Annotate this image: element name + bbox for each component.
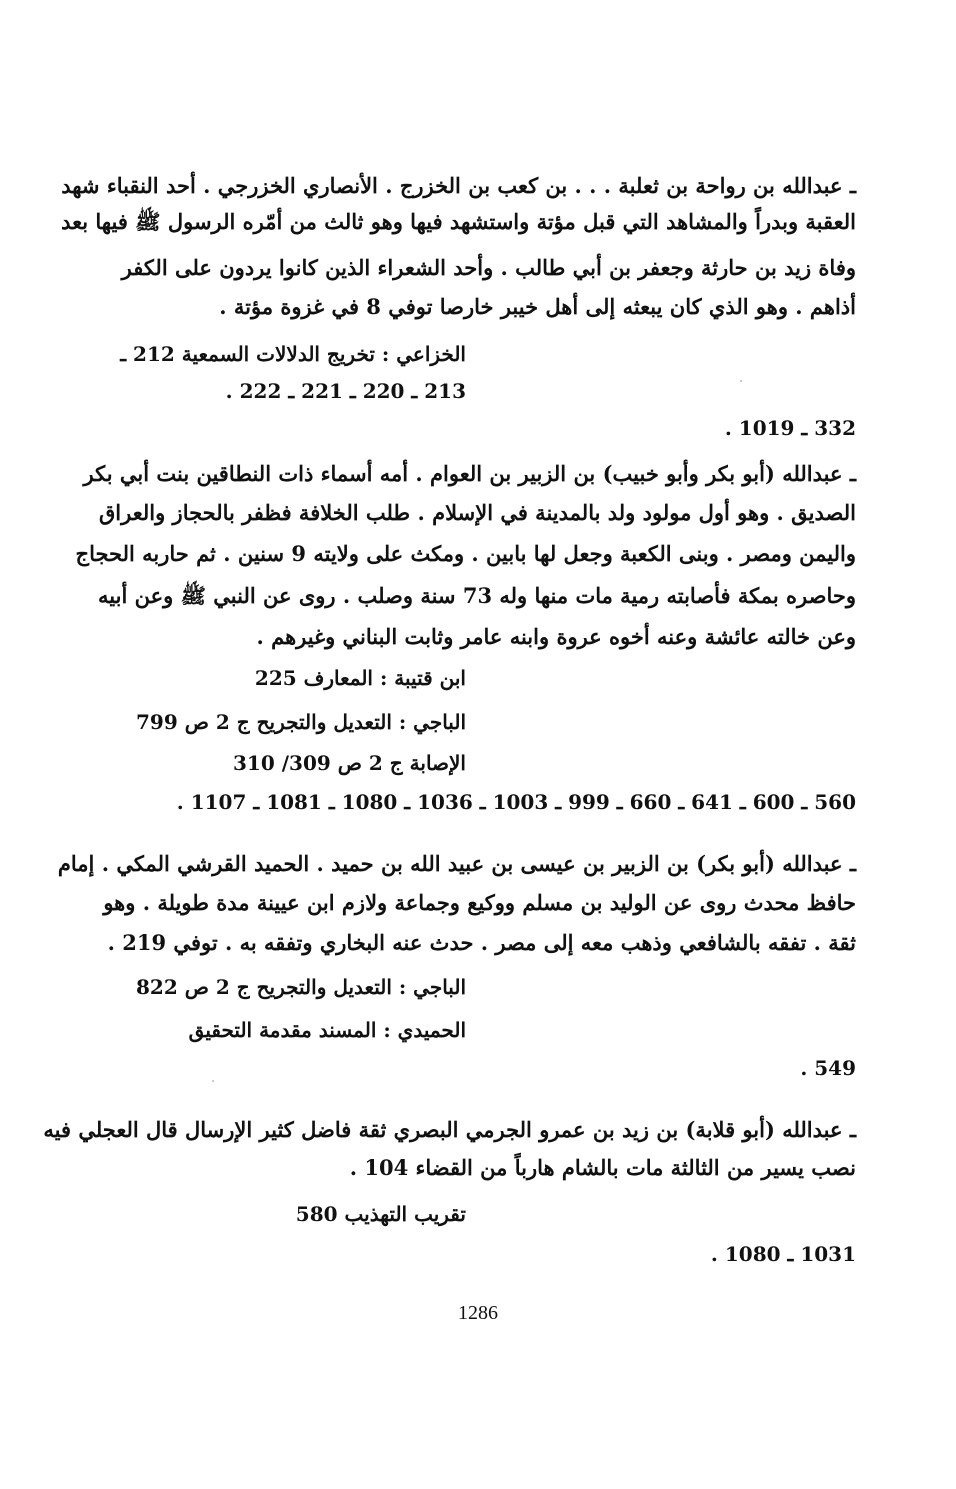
entry-text-line: وعن خالته عائشة وعنه أخوه عروة وابنه عامر وثابت البناني وغيرهم . — [256, 624, 856, 649]
entry-text-line: أذاهم . وهو الذي كان يبعثه إلى أهل خيبر خارصا توفي 8 في غزوة مؤتة . — [219, 294, 856, 319]
entry-text-line: وفاة زيد بن حارثة وجعفر بن أبي طالب . وأحد الشعراء الذين كانوا يردون على الكفر — [121, 255, 856, 280]
entry-text-line: الصديق . وهو أول مولود ولد بالمدينة في الإسلام . طلب الخلافة فظفر بالحجاز والعراق — [99, 500, 856, 525]
cross-references: 560 ـ 600 ـ 641 ـ 660 ـ 999 ـ 1003 ـ 1036 ـ 1080 ـ 1081 ـ 1107 . — [176, 790, 856, 814]
entry-text-line: ثقة . تفقه بالشافعي وذهب معه إلى مصر . حدث عنه البخاري وتفقه به . توفي 219 . — [107, 930, 856, 955]
source-citation: الخزاعي : تخريج الدلالات السمعية 212 ـ — [120, 342, 466, 366]
entry-text-line: نصب يسير من الثالثة مات بالشام هارباً من القضاء 104 . — [349, 1155, 856, 1180]
entry-text-line: ـ عبدالله (أبو بكر وأبو خبيب) بن الزبير بن العوام . أمه أسماء ذات النطاقين بنت أبي بكر — [83, 461, 856, 486]
source-citation: 213 ـ 220 ـ 221 ـ 222 . — [225, 379, 466, 403]
source-citation: الإصابة ج 2 ص 309/ 310 — [233, 751, 466, 775]
entry-text-line: العقبة وبدراً والمشاهد التي قبل مؤتة واستشهد فيها وهو ثالث من أمّره الرسول ﷺ فيها بعد — [61, 209, 856, 234]
scan-speck — [212, 1080, 214, 1082]
cross-references: 1031 ـ 1080 . — [710, 1242, 856, 1266]
source-citation: تقريب التهذيب 580 — [295, 1202, 466, 1226]
cross-references: 549 . — [800, 1056, 856, 1080]
cross-references: 332 ـ 1019 . — [724, 416, 856, 440]
entry-text-line: ـ عبدالله (أبو بكر) بن الزبير بن عيسى بن عبيد الله بن حميد . الحميد القرشي المكي . إمام — [57, 851, 856, 876]
page-number: 1286 — [458, 1302, 498, 1324]
source-citation: الباجي : التعديل والتجريح ج 2 ص 799 — [135, 710, 466, 734]
entry-text-line: وحاصره بمكة فأصابته رمية مات منها وله 73 سنة وصلب . روى عن النبي ﷺ وعن أبيه — [98, 583, 856, 608]
entry-text-line: حافظ محدث روى عن الوليد بن مسلم ووكيع وجماعة ولازم ابن عيينة مدة طويلة . وهو — [103, 890, 856, 915]
entry-text-line: ـ عبدالله بن رواحة بن ثعلبة . . . بن كعب بن الخزرج . الأنصاري الخزرجي . أحد النقباء شهد — [61, 173, 856, 198]
scan-speck — [740, 380, 742, 382]
source-citation: الحميدي : المسند مقدمة التحقيق — [188, 1018, 466, 1042]
source-citation: ابن قتيبة : المعارف 225 — [254, 666, 466, 690]
entry-text-line: ـ عبدالله (أبو قلابة) بن زيد بن عمرو الجرمي البصري ثقة فاضل كثير الإرسال قال العجلي فيه — [43, 1117, 856, 1142]
entry-text-line: واليمن ومصر . وبنى الكعبة وجعل لها بابين . ومكث على ولايته 9 سنين . ثم حاربه الحجاج — [75, 541, 856, 566]
source-citation: الباجي : التعديل والتجريح ج 2 ص 822 — [135, 975, 466, 999]
